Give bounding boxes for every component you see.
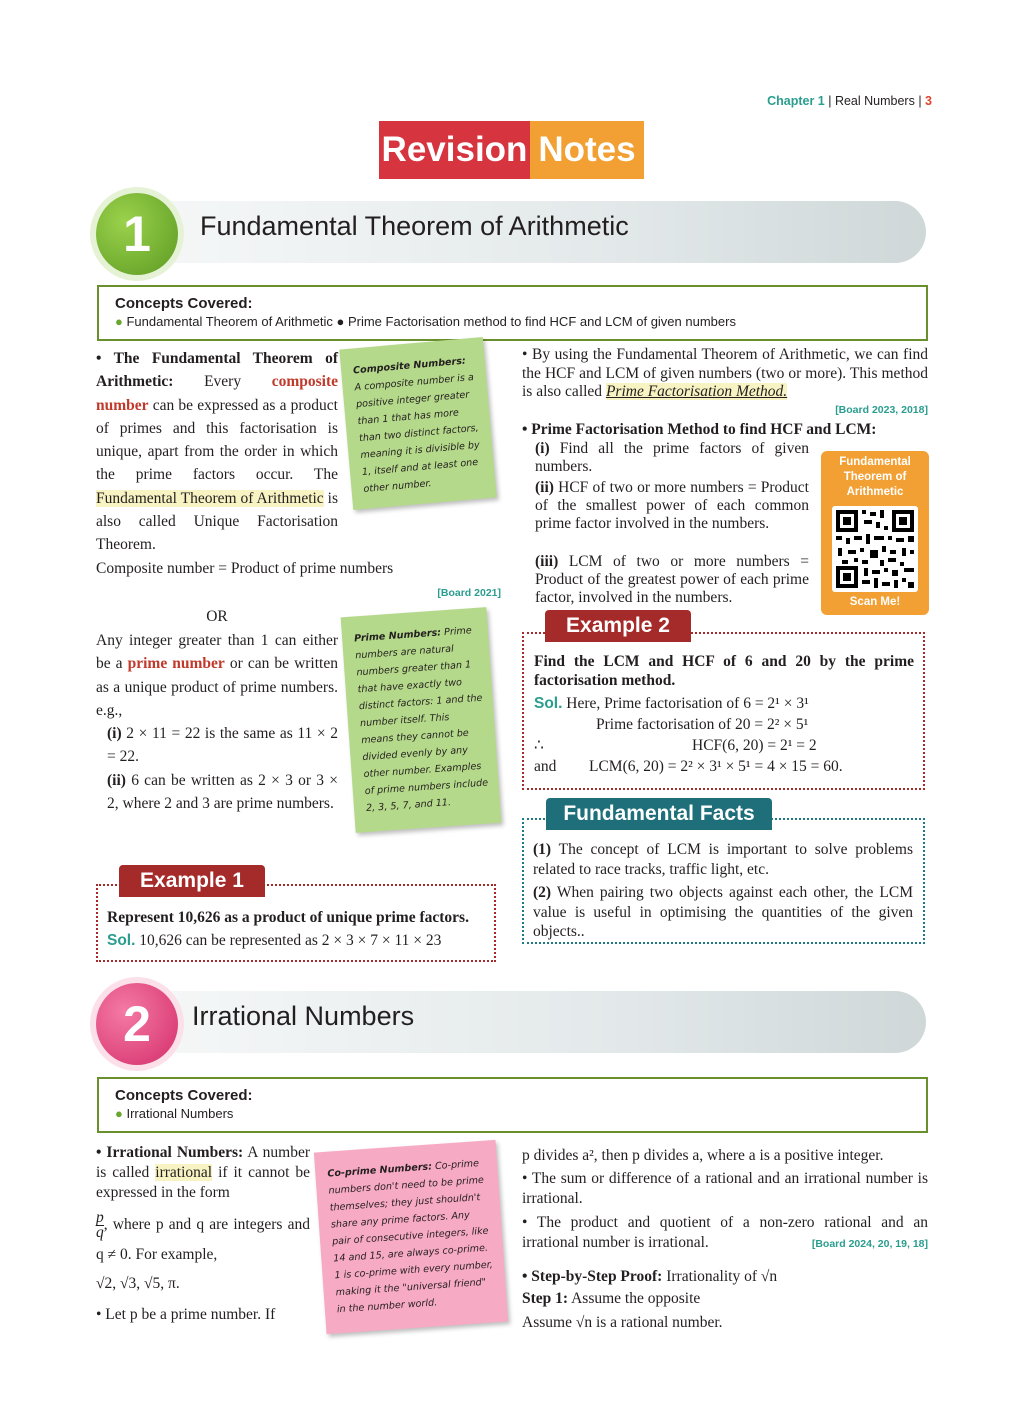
sum-property: • The sum or difference of a rational and an irrational number is irrational.: [522, 1170, 928, 1207]
prime-number-term: prime number: [127, 655, 225, 673]
sticky-note-coprime: Co-prime Numbers: Co-prime numbers don't need to be prime themselves; they just shouldn't share any prime factors. Any pair of consecutive integers, like 14 and 15, are always co-prime. 1 is co-prime with every number, making it the "universal friend" in the number world.: [314, 1140, 508, 1334]
product-property: • The product and quotient of a non-zero rational and an irrational number is irrational.: [522, 1214, 928, 1251]
irrational-examples: √2, √3, √5, π.: [96, 1275, 180, 1292]
or-label: OR: [206, 608, 228, 625]
irrational-definition: • Irrational Numbers: A number is called irrational if it cannot be expressed in the form: [96, 1144, 310, 1201]
qr-code-icon[interactable]: [832, 506, 918, 592]
fact-2: (2) When pairing two objects against each other, the LCM value is useful in optimising the quantities of the given objects..: [533, 884, 913, 940]
qr-title: Fundamental Theorem of Arithmetic: [839, 456, 911, 498]
section-1-title: Fundamental Theorem of Arithmetic: [200, 211, 629, 241]
pfm-step-i: (i) Find all the prime factors of given numbers.: [535, 440, 809, 475]
board-tag-2023: [Board 2023, 2018]: [835, 404, 928, 416]
prime-paragraph: Any integer greater than 1 can either be a prime number or can be written as a unique product of prime numbers. e.g.,: [96, 632, 338, 719]
irrational-form: $\frac{p}{q}$ , where p and q are integers and q ≠ 0. For example,: [96, 1208, 310, 1263]
section-2-title: Irrational Numbers: [192, 1001, 415, 1031]
qr-scan-label: Scan Me!: [849, 596, 901, 608]
board-tag-2021: [Board 2021]: [437, 587, 501, 599]
example-2-tag: Example 2: [545, 610, 691, 642]
sticky-note-composite: Composite Numbers: A composite number is a positive integer greater than 1 that has more than two distinct factors, meaning it is divisible by 1, itself and at least one other number.: [339, 337, 496, 510]
fta-paragraph: • The Fundamental Theorem of Arithmetic: Every composite number can be expressed as a product of primes and this factorisation is unique, apart from the order in which the prime factors occur. The Fundamental Theorem of Arithmetic is also called Unique Factorisation Theorem.: [96, 350, 339, 554]
fundamental-facts-tag: Fundamental Facts: [546, 798, 772, 830]
chapter-title: Real Numbers: [834, 94, 915, 108]
example-ii: (ii) 6 can be written as 2 × 3 or 3 × 2, where 2 and 3 are prime numbers.: [107, 772, 338, 813]
formula-line: Composite number = Product of prime numbers: [96, 560, 394, 577]
concepts-heading-2: Concepts Covered:: [115, 1087, 253, 1104]
concepts-list-2: Irrational Numbers: [126, 1106, 234, 1121]
section-1-banner: [96, 193, 926, 279]
example-2-solution: Sol. Here, Prime factorisation of 6 = 2¹ × 3¹ Prime factorisation of 20 = 2² × 5¹ ∴ HCF(6, 20) = 2¹ = 2 and LCM(6, 20) = 2² × 3¹ × 5¹ = 4 × 15 = 60.: [534, 695, 843, 775]
example-1-solution: Sol. 10,626 can be represented as 2 × 3 × 7 × 11 × 23: [107, 932, 442, 949]
section-number-2: 2: [96, 983, 178, 1065]
pfm-heading: • Prime Factorisation Method to find HCF and LCM:: [522, 421, 877, 438]
assume-line: Assume √n is a rational number.: [522, 1314, 723, 1331]
example-1-question: Represent 10,626 as a product of unique prime factors.: [107, 909, 469, 926]
chapter-label: Chapter 1: [767, 94, 825, 108]
section-2-banner: [96, 983, 926, 1069]
page-header: Chapter 1 | Real Numbers | 3: [767, 94, 932, 108]
fact-1: (1) The concept of LCM is important to solve problems related to race tracks, traffic light, etc.: [533, 841, 913, 878]
concepts-list: Fundamental Theorem of Arithmetic ● Prime Factorisation method to find HCF and LCM of given numbers: [126, 314, 736, 329]
proof-heading: • Step-by-Step Proof: Irrationality of √n: [522, 1268, 778, 1285]
prime-divides-line: • Let p be a prime number. If: [96, 1306, 276, 1323]
qr-card[interactable]: [821, 451, 929, 615]
example-2-question: Find the LCM and HCF of 6 and 20 by the prime factorisation method.: [534, 653, 914, 689]
notes-title: Notes: [530, 121, 644, 179]
example-1-tag: Example 1: [119, 865, 265, 897]
revision-title: Revision: [379, 121, 530, 179]
step-1: Step 1: Assume the opposite: [522, 1290, 701, 1307]
concepts-covered-box: Concepts Covered: ● Fundamental Theorem of Arithmetic ● Prime Factorisation method to find HCF and LCM of given numbers: [97, 285, 928, 341]
pfm-step-iii: (iii) LCM of two or more numbers = Product of the greatest power of each prime factor, involved in the numbers.: [535, 553, 809, 606]
page-number: 3: [925, 94, 932, 108]
concepts-heading: Concepts Covered:: [115, 295, 253, 312]
pfm-intro: • By using the Fundamental Theorem of Arithmetic, we can find the HCF and LCM of given numbers (two or more). This method is also called Prime Factorisation Method.: [522, 346, 928, 400]
composite-number-term: composite number: [96, 373, 338, 414]
example-i: (i) 2 × 11 = 22 is the same as 11 × 2 = 22.: [107, 725, 339, 766]
sticky-note-prime: Prime Numbers: Prime numbers are natural numbers greater than 1 that have exactly two distinct factors: 1 and the number itself. This means they cannot be divided evenly by any other number. Examples of prime numbers include 2, 3, 5, 7, and 11.: [341, 607, 502, 833]
pfm-step-ii: (ii) HCF of two or more numbers = Product of the smallest power of each common prime factor involved in the numbers.: [535, 479, 809, 532]
concepts-covered-box-2: Concepts Covered: ● Irrational Numbers: [97, 1077, 928, 1133]
section-number-1: 1: [96, 193, 178, 275]
board-tag-2024: [Board 2024, 20, 19, 18]: [811, 1238, 928, 1250]
divides-line: p divides a², then p divides a, where a is a positive integer.: [522, 1147, 884, 1164]
